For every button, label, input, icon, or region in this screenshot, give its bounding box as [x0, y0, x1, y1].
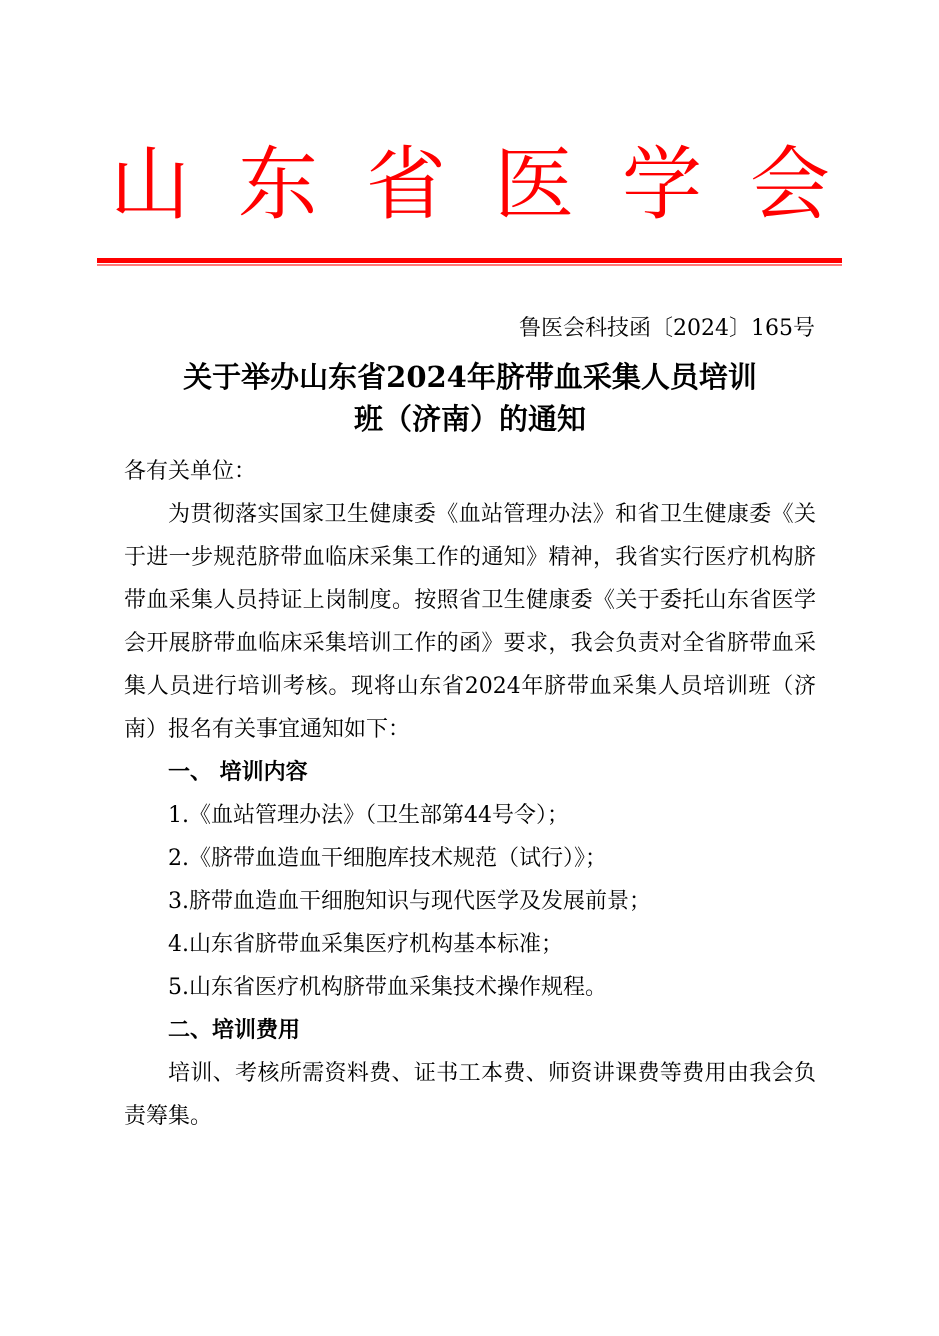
- masthead-char: 东: [238, 138, 318, 231]
- masthead-char: 山: [110, 138, 190, 231]
- red-header-rule-shadow: [97, 264, 842, 266]
- document-title: [110, 356, 830, 440]
- section-heading-training-content: 一、 培训内容: [168, 760, 308, 785]
- list-item: 4.山东省脐带血采集医疗机构基本标准；: [168, 932, 563, 957]
- list-item: 2.《脐带血造血干细胞库技术规范（试行）》；: [168, 846, 607, 871]
- title-line-1: 关于举办山东省2024年脐带血采集人员培训: [183, 360, 757, 394]
- fees-paragraph: 培训、考核所需资料费、证书工本费、师资讲课费等费用由我会负责筹集。: [124, 1061, 816, 1129]
- list-item: 3.脐带血造血干细胞知识与现代医学及发展前景；: [168, 889, 651, 914]
- intro-paragraph: 为贯彻落实国家卫生健康委《血站管理办法》和省卫生健康委《关于进一步规范脐带血临床采集工作的通知》精神，我省实行医疗机构脐带血采集人员持证上岗制度。按照省卫生健康委《关于委托山东省医学会开展脐带血临床采集培训工作的函》要求，我会负责对全省脐带血采集人员进行培训考核。现将山东省2024年脐带血采集人员培训班（济南）报名有关事宜通知如下：: [124, 502, 816, 742]
- document-number: 鲁医会科技函〔2024〕165号: [519, 316, 815, 341]
- document-body: [124, 450, 816, 1138]
- salutation: 各有关单位：: [124, 459, 257, 484]
- section-heading-training-fees: 二、培训费用: [168, 1018, 301, 1043]
- org-masthead: [100, 135, 840, 235]
- masthead-char: 省: [366, 138, 446, 231]
- red-header-rule: [97, 258, 842, 263]
- title-line-2: 班（济南）的通知: [353, 402, 586, 436]
- masthead-char: 学: [622, 138, 702, 231]
- list-item: 1.《血站管理办法》（卫生部第44号令）；: [168, 803, 569, 828]
- masthead-char: 医: [494, 138, 574, 231]
- list-item: 5.山东省医疗机构脐带血采集技术操作规程。: [168, 975, 607, 1000]
- masthead-char: 会: [750, 138, 830, 231]
